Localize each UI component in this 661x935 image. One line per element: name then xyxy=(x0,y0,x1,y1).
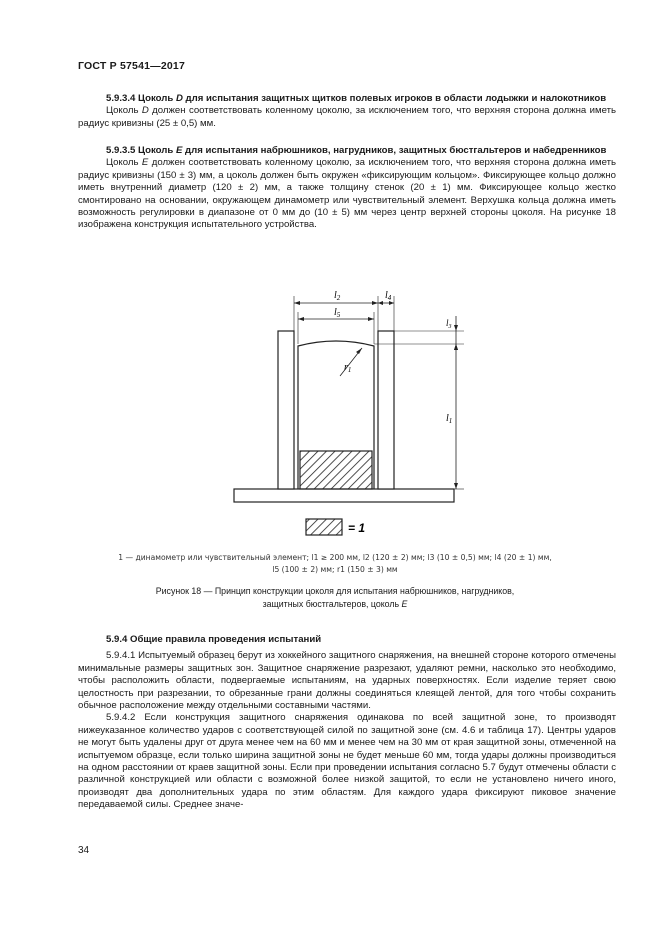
section-5-9-4-heading: 5.9.4 Общие правила проведения испытаний xyxy=(106,634,322,645)
body-text: Цоколь xyxy=(106,157,142,169)
legend-line-2: l5 (100 ± 2) мм; r1 (150 ± 3) мм xyxy=(272,565,398,574)
label-r1: $r_1$ xyxy=(344,362,352,374)
caption-line-1: Рисунок 18 — Принцип конструкции цоколя для испытания набрюшников, нагрудников, xyxy=(155,586,515,596)
body-letter: E xyxy=(141,157,149,169)
paragraph-5-9-4-1: 5.9.4.1 Испытуемый образец берут из хоккейного защитного снаряжения, на внешней стороне которого отмечены минимальные размеры защитных зон. Защитное снаряжение разрезают, удаляют ремни, насколько это необходимо, чтобы расположить области, подвергаемые испытаниям, на ударных поверхностях. Если изделие теряет свою целостность при разрезании, то обрезанные грани должны соединяться клеящей лентой, для того чтобы сохранить обычное расположение между отдельными составными частями. xyxy=(78,650,616,712)
legend-line-1: 1 — динамометр или чувствительный элемент; l1 ≥ 200 мм, l2 (120 ± 2) мм; l3 (10 ± 0,5) мм; l4 (20 ± 1) мм, xyxy=(118,553,552,562)
label-l4: $l_4$ xyxy=(385,290,392,302)
section-5-9-3-5 xyxy=(78,145,616,232)
heading-text-rest: для испытания набрюшников, нагрудников, защитных бюстгальтеров и набедренников xyxy=(182,145,607,156)
heading-number: 5.9.3.5 xyxy=(106,145,136,156)
heading-letter: E xyxy=(175,145,183,156)
section-5-9-3-5-body xyxy=(78,157,616,231)
caption-letter: E xyxy=(401,599,408,609)
figure-18-diagram xyxy=(228,286,468,546)
heading-letter: D xyxy=(175,93,183,104)
heading-text: Цоколь xyxy=(135,145,176,156)
label-l1: $l_1$ xyxy=(446,413,453,425)
body-text-rest: должен соответствовать коленному цоколю, за исключением того, что верхняя сторона должна иметь радиус кривизны (150 ± 3) мм, а цоколь должен быть окружен «фиксирующим кольцом». Фиксирующее кольцо должно иметь внутренний диаметр (120 ± 2) мм, а также толщину стенок (20 ± 1) мм. Фиксирующее кольцо жестко смонтировано на основании, окружающем динамометр или чувствительный элемент. Верхушка кольца должна иметь возможность регулировки в диапазоне от 0 мм до (10 ± 5) мм через центр верхней стороны цоколя. На рисунке 18 изображена конструкция испытательного устройства. xyxy=(78,157,616,231)
caption-line-2 xyxy=(100,598,570,611)
body-letter: D xyxy=(141,105,149,117)
label-l5: $l_5$ xyxy=(334,307,341,319)
paragraph-5-9-4-2: 5.9.4.2 Если конструкция защитного снаряжения одинакова по всей защитной зоне, то производят нижеуказанное количество ударов с соответствующей силой по защитной зоне (см. 4.6 и таблица 17). Центры ударов не могут быть удалены друг от друга менее чем на 60 мм и менее чем на 30 мм от края защитной зоны, отмеченной на испытуемом образце, если только ширина защитной зоны не будет меньше 60 мм, тогда удары должны производиться на одном расстоянии от краев защитной зоны. Если при проведении испытания согласно 5.7 будут отмечены области с различной конструкцией или области с возможной более низкой защитой, то если не установлено ничего иного, производят два дополнительных удара по этим областям. Для каждого удара фиксируют пиковое значение передаваемой силы. Среднее значе- xyxy=(78,712,616,811)
section-5-9-4 xyxy=(78,634,616,812)
section-5-9-3-4-body xyxy=(78,105,616,130)
force-sensor xyxy=(300,451,372,489)
label-l3: $l_3$ xyxy=(446,318,452,330)
figure-caption xyxy=(100,585,570,611)
document-header: ГОСТ Р 57541—2017 xyxy=(78,60,186,72)
page-number: 34 xyxy=(78,845,90,856)
figure-legend xyxy=(100,552,570,576)
fixing-ring-left-wall xyxy=(278,331,294,489)
fixing-ring-right-wall xyxy=(378,331,394,489)
base-plate xyxy=(234,489,454,502)
body-text: Цоколь xyxy=(106,105,142,117)
section-5-9-3-4-heading xyxy=(78,93,616,105)
heading-text-rest: для испытания защитных щитков полевых игроков в области лодыжки и налокотников xyxy=(182,93,607,104)
legend-hatch-swatch xyxy=(306,519,342,535)
body-text-rest: должен соответствовать коленному цоколю, за исключением того, что верхняя сторона должна иметь радиус кривизны (25 ± 0,5) мм. xyxy=(78,105,616,129)
heading-text: Цоколь xyxy=(135,93,176,104)
section-5-9-3-4 xyxy=(78,93,616,130)
caption-text: защитных бюстгальтеров, цоколь xyxy=(262,599,402,609)
legend-key-label: = 1 xyxy=(348,521,366,535)
section-5-9-3-5-heading xyxy=(78,145,616,157)
label-l2: $l_2$ xyxy=(334,290,341,302)
heading-number: 5.9.3.4 xyxy=(106,93,136,104)
